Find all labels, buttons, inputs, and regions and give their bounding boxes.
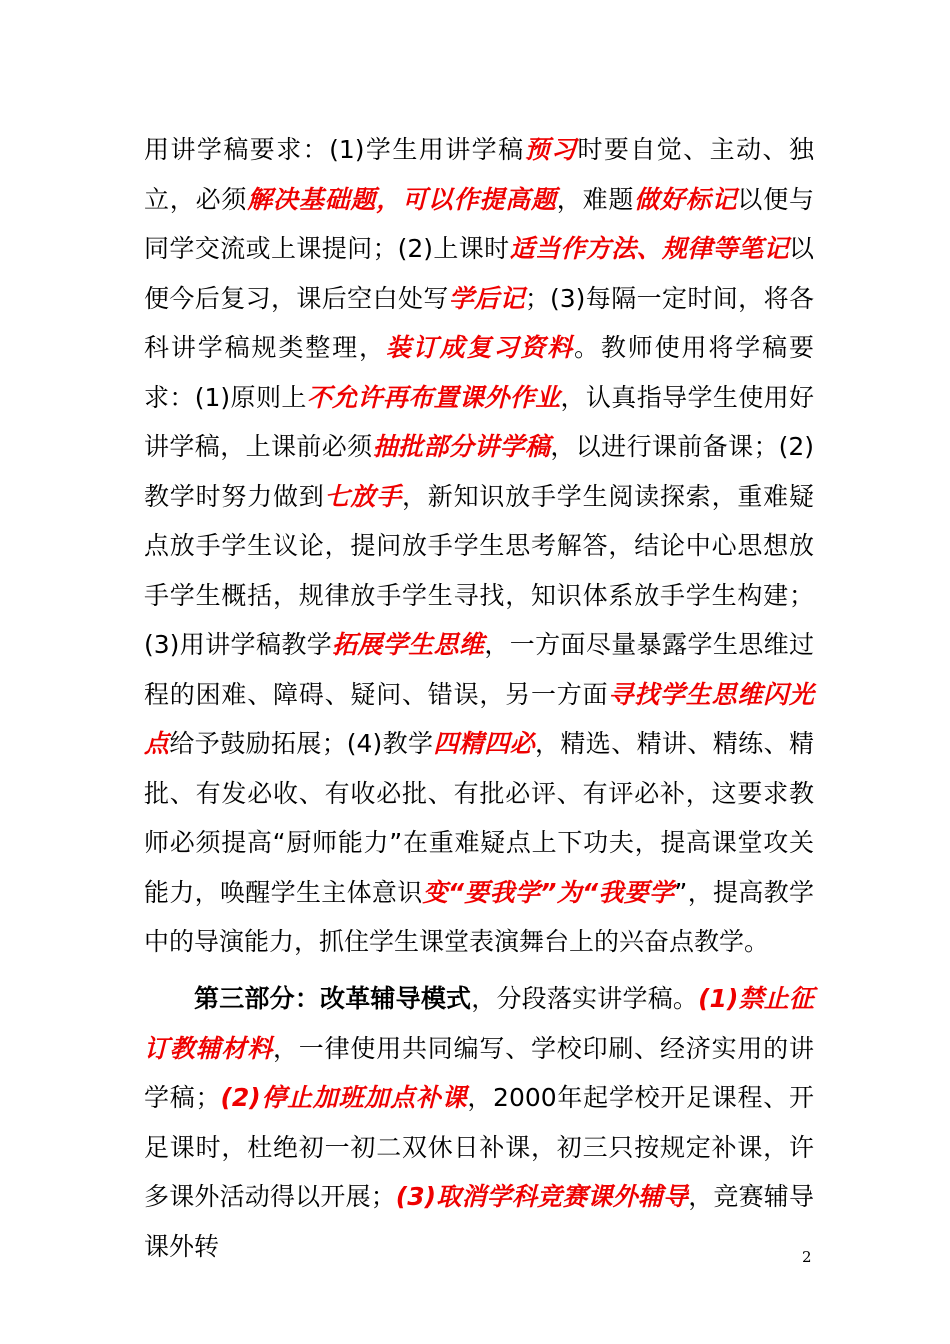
text-run: ，2000年起学校开足课程、开足课时，杜绝初一初二双休日补课，初三只按规定补课，许多课外活动得以开展； <box>144 1083 814 1211</box>
highlighted-phrase: (1)禁止征订教辅材料 <box>144 984 814 1063</box>
text-run: ，一方面尽量暴露学生思维过程的困难、障碍、疑问、错误，另一方面 <box>144 630 814 709</box>
text-run: 。教师使用将学稿要求：(1)原则上 <box>144 333 814 412</box>
highlighted-phrase: 学后记 <box>448 283 525 313</box>
highlighted-phrase: 拓展学生思维 <box>332 630 485 659</box>
highlighted-phrase: 适当作方法、规律等笔记 <box>509 234 789 263</box>
text-run: 以便今后复习，课后空白处写 <box>144 234 814 313</box>
text-run: 用讲学稿要求：(1)学生用讲学稿 <box>144 135 525 164</box>
body-paragraph-2 <box>144 974 814 1271</box>
highlighted-phrase: 解决基础题，可以作提高题 <box>247 184 557 214</box>
text-run: 给予鼓励拓展；(4)教学 <box>169 729 434 758</box>
highlighted-phrase: (3)取消学科竞赛课外辅导 <box>395 1182 689 1211</box>
page-number: 2 <box>802 1248 812 1266</box>
highlighted-phrase: (2)停止加班加点补课 <box>220 1083 468 1112</box>
highlighted-phrase: 抽批部分讲学稿 <box>372 432 551 461</box>
text-run: ，新知识放手学生阅读探索，重难疑点放手学生议论，提问放手学生思考解答，结论中心思想放手学生概括，规律放手学生寻找，知识体系放手学生构建；(3)用讲学稿教学 <box>144 481 814 659</box>
highlighted-phrase: 变“要我学”为“我要学 <box>422 877 675 907</box>
section-heading: 第三部分：改革辅导模式 <box>194 984 472 1013</box>
highlighted-phrase: 预习 <box>524 135 578 164</box>
text-run: 以便与同学交流或上课提问；(2)上课时 <box>144 184 814 263</box>
highlighted-phrase: 装订成复习资料 <box>385 333 574 362</box>
highlighted-phrase: 不允许再布置课外作业 <box>306 382 561 412</box>
highlighted-phrase: 七放手 <box>324 481 402 511</box>
text-run: ，难题 <box>556 184 635 214</box>
text-run: ，竞赛辅导课外转 <box>144 1182 814 1261</box>
text-run: ”，提高教学中的导演能力，抓住学生课堂表演舞台上的兴奋点教学。 <box>144 877 814 956</box>
highlighted-phrase: 寻找学生思维闪光点 <box>144 679 814 758</box>
highlighted-phrase: 四精四必 <box>433 729 535 758</box>
text-run: ，一律使用共同编写、学校印刷、经济实用的讲学稿； <box>144 1033 814 1112</box>
text-run: ，精选、精讲、精练、精批、有发必收、有收必批、有批必评、有评必补，这要求教师必须提高“厨师能力”在重难疑点上下功夫，提高课堂攻关能力，唤醒学生主体意识 <box>144 729 814 907</box>
text-run: ，以进行课前备课；(2)教学时努力做到 <box>144 432 814 511</box>
text-run: ，分段落实讲学稿。 <box>471 984 699 1013</box>
body-paragraph-1 <box>144 125 814 967</box>
text-run: ，认真指导学生使用好讲学稿，上课前必须 <box>144 382 814 461</box>
highlighted-phrase: 做好标记 <box>634 184 738 214</box>
text-run: ；(3)每隔一定时间，将各科讲学稿规类整理， <box>144 283 814 362</box>
text-run: 时要自觉、主动、独立，必须 <box>144 135 814 214</box>
